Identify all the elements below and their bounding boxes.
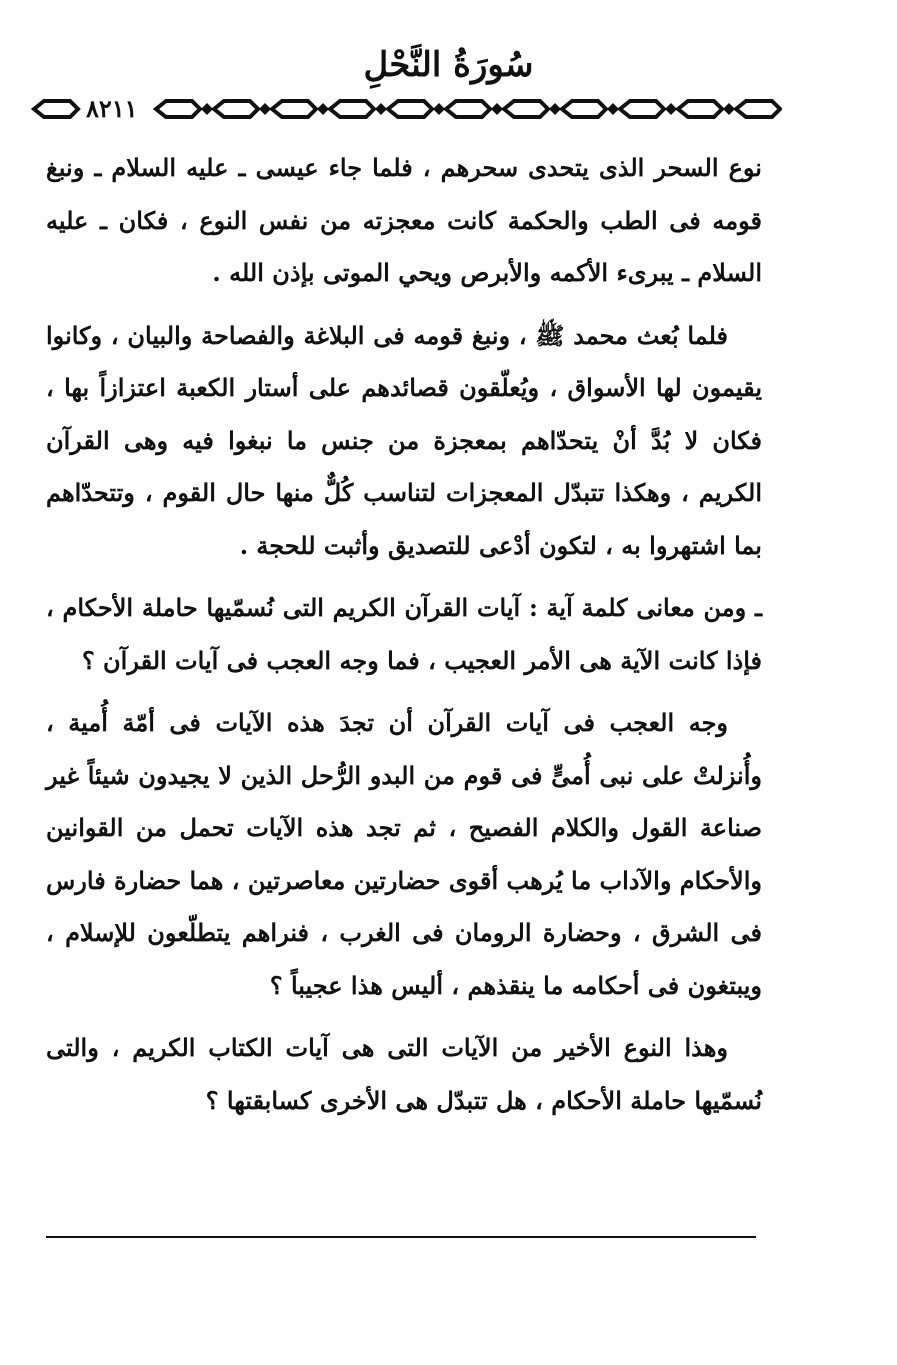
paragraph-1: نوع السحر الذى يتحدى سحرهم ، فلما جاء عيسى ـ عليه السلام ـ ونبغ قومه فى الطب والحكمة كانت معجزته من نفس النوع ، فكان ـ عليه السلام ـ يبرىء الأكمه والأبرص ويحي الموتى بإذن الله .: [46, 153, 762, 287]
footer-rule: [46, 1236, 756, 1238]
surah-title: سُورَةُ النَّحْلِ: [363, 45, 534, 85]
paragraph-3: ـ ومن معانى كلمة آية : آيات القرآن الكريم التى نُسمّيها حاملة الأحكام ، فإذا كانت الآية هى الأمر العجيب ، فما وجه العجب فى آيات القرآن ؟: [46, 593, 762, 675]
paragraph-4: وجه العجب فى آيات القرآن أن تجدَ هذه الآيات فى أمّة أُمية ، وأُنزلتْ على نبى أُمىٍّ فى قوم من البدو الرُّحل الذين لا يجيدون شيئاً غير صناعة القول والكلام الفصيح ، ثم تجد هذه الآيات تحمل من القوانين والأحكام والآداب ما يُرهب أقوى حضارتين معاصرتين ، هما حضارة فارس فى الشرق ، وحضارة الرومان فى الغرب ، فنراهم يتطلّعون للإسلام ، ويبتغون فى أحكامه ما ينقذهم ، أليس هذا عجيباً ؟: [46, 708, 762, 1000]
paragraph-5: وهذا النوع الأخير من الآيات التى هى آيات الكتاب الكريم ، والتى نُسمّيها حاملة الأحكام ، هل تتبدّل هى الأخرى كسابقتها ؟: [46, 1033, 762, 1115]
paragraph-2: فلما بُعث محمد ﷺ ، ونبغ قومه فى البلاغة والفصاحة والبيان ، وكانوا يقيمون لها الأسواق ، ويُعلّقون قصائدهم على أستار الكعبة اعتزازاً بها ، فكان لا بُدَّ أنْ يتحدّاهم بمعجزة من جنس ما نبغوا فيه وهى القرآن الكريم ، وهكذا تتبدّل المعجزات لتناسب كُلٌّ منها حال القوم ، وتتحدّاهم بما اشتهروا به ، لتكون أدْعى للتصديق وأثبت للحجة .: [46, 320, 762, 560]
ornament-chain-icon: [30, 92, 782, 126]
body-text: [46, 142, 762, 1127]
header-ornament-band: [30, 92, 782, 126]
page-number: ٨٢١١: [82, 92, 142, 126]
